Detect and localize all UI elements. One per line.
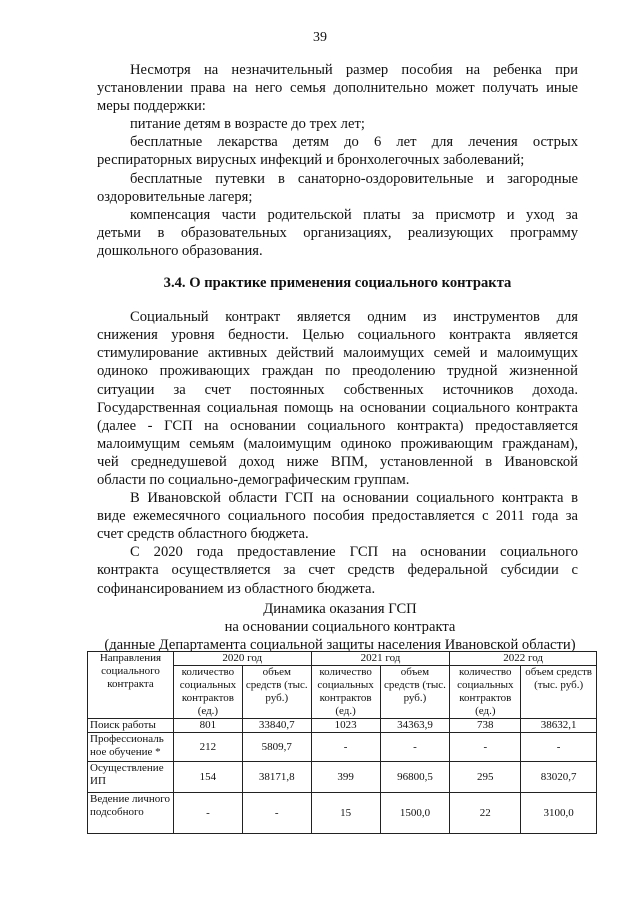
table-cell: 295 — [450, 762, 521, 793]
table-cell: 738 — [450, 719, 521, 733]
header-count: количество социальных контрактов (ед.) — [173, 666, 242, 719]
text-line: ситуации за счет постоянных собственных источников дохода. — [97, 381, 578, 398]
header-count: количество социальных контрактов (ед.) — [450, 666, 521, 719]
table-row — [88, 793, 597, 834]
table-cell: - — [380, 733, 450, 762]
text-line: В Ивановской области ГСП на основании социального контракта в — [130, 490, 578, 507]
text-line: стимулирование активных действий малоимущих семей и малоимущих — [97, 345, 578, 362]
header-direction: Направления социального контракта — [88, 652, 174, 719]
table-cell: 1023 — [311, 719, 380, 733]
page-number: 39 — [313, 30, 327, 45]
table-cell: 154 — [173, 762, 242, 793]
text-line: оздоровительные лагеря; — [97, 188, 253, 205]
text-line: счет средств областного бюджета. — [97, 526, 309, 543]
header-year: 2022 год — [450, 652, 597, 666]
text-line: Несмотря на незначительный размер пособия на ребенка при — [130, 62, 578, 78]
paragraph-group-1 — [97, 61, 578, 260]
header-count: количество социальных контрактов (ед.) — [311, 666, 380, 719]
text-line: контракта осуществляется за счет средств федеральной субсидии с — [97, 562, 578, 579]
table-cell: 801 — [173, 719, 242, 733]
text-line: области по социально-демографическим группам. — [97, 471, 410, 488]
text-line: виде ежемесячного социального пособия предоставляется с 2011 года за — [97, 508, 578, 525]
text-line: чей среднедушевой доход ниже ВПМ, установленной в Ивановской — [97, 453, 578, 470]
table-cell: 5809,7 — [242, 733, 311, 762]
text-line: дошкольного образования. — [97, 242, 263, 259]
text-line: Социальный контракт является одним из инструментов для — [130, 309, 578, 326]
text-line: респираторных вирусных инфекций и бронхолегочных заболеваний; — [97, 152, 525, 169]
text-line: малоимущим семьям (малоимущим одиноко проживающим гражданам), — [97, 435, 578, 452]
row-label: Профессиональ ное обучение * — [88, 733, 174, 762]
table-cell: 83020,7 — [521, 762, 597, 793]
table-cell: - — [173, 793, 242, 834]
row-label: Ведение личного подсобного — [88, 793, 174, 834]
text-line: питание детям в возрасте до трех лет; — [130, 116, 365, 133]
table-cell: 3100,0 — [521, 793, 597, 834]
table-caption — [80, 600, 600, 654]
table-cell: - — [521, 733, 597, 762]
text-line: (далее - ГСП на основании социального контракта) предоставляется — [97, 417, 578, 434]
table-cell: 399 — [311, 762, 380, 793]
table-cell: 1500,0 — [380, 793, 450, 834]
table-cell: 33840,7 — [242, 719, 311, 733]
text-line: детьми в образовательных организациях, реализующих программу — [97, 224, 578, 241]
caption-line: (данные Департамента социальной защиты населения Ивановской области) — [104, 637, 576, 653]
text-line: бесплатные лекарства детям до 6 лет для лечения острых — [130, 134, 578, 151]
section-heading: 3.4. О практике применения социального контракта — [163, 275, 512, 292]
text-line: снижения уровня бедности. Целью социального контракта является — [97, 327, 578, 344]
caption-line: на основании социального контракта — [224, 619, 456, 635]
table-row — [88, 733, 597, 762]
table-header-row — [88, 652, 597, 666]
table-cell: - — [311, 733, 380, 762]
text-line: одиноко проживающих граждан по преодолению трудной жизненной — [97, 363, 578, 380]
text-line: С 2020 года предоставление ГСП на основании социального — [130, 544, 578, 561]
table-row — [88, 762, 597, 793]
table-cell: 34363,9 — [380, 719, 450, 733]
table-row — [88, 719, 597, 733]
header-volume: объем средств (тыс. руб.) — [521, 666, 597, 719]
paragraph-group-2 — [97, 308, 578, 598]
table-cell: 15 — [311, 793, 380, 834]
header-year: 2020 год — [173, 652, 311, 666]
text-line: бесплатные путевки в санаторно-оздоровительные и загородные — [130, 170, 578, 187]
table-cell: 38632,1 — [521, 719, 597, 733]
table-cell: - — [450, 733, 521, 762]
header-volume: объем средств (тыс. руб.) — [380, 666, 450, 719]
table-cell: 212 — [173, 733, 242, 762]
table-cell: - — [242, 793, 311, 834]
caption-line: Динамика оказания ГСП — [263, 601, 417, 617]
text-line: установлении права на него семья дополнительно может получать иные — [97, 80, 578, 97]
text-line: Государственная социальная помощь на основании социального контракта — [97, 399, 578, 416]
row-label: Осуществление ИП — [88, 762, 174, 793]
table-cell: 38171,8 — [242, 762, 311, 793]
table-cell: 96800,5 — [380, 762, 450, 793]
text-line: меры поддержки: — [97, 98, 206, 115]
body-text — [97, 61, 578, 598]
row-label: Поиск работы — [88, 719, 174, 733]
text-line: компенсация части родительской платы за присмотр и уход за — [130, 206, 578, 223]
header-volume: объем средств (тыс. руб.) — [242, 666, 311, 719]
header-year: 2021 год — [311, 652, 450, 666]
table-cell: 22 — [450, 793, 521, 834]
text-line: софинансированием из областного бюджета. — [97, 580, 376, 597]
gsp-table — [87, 651, 597, 834]
